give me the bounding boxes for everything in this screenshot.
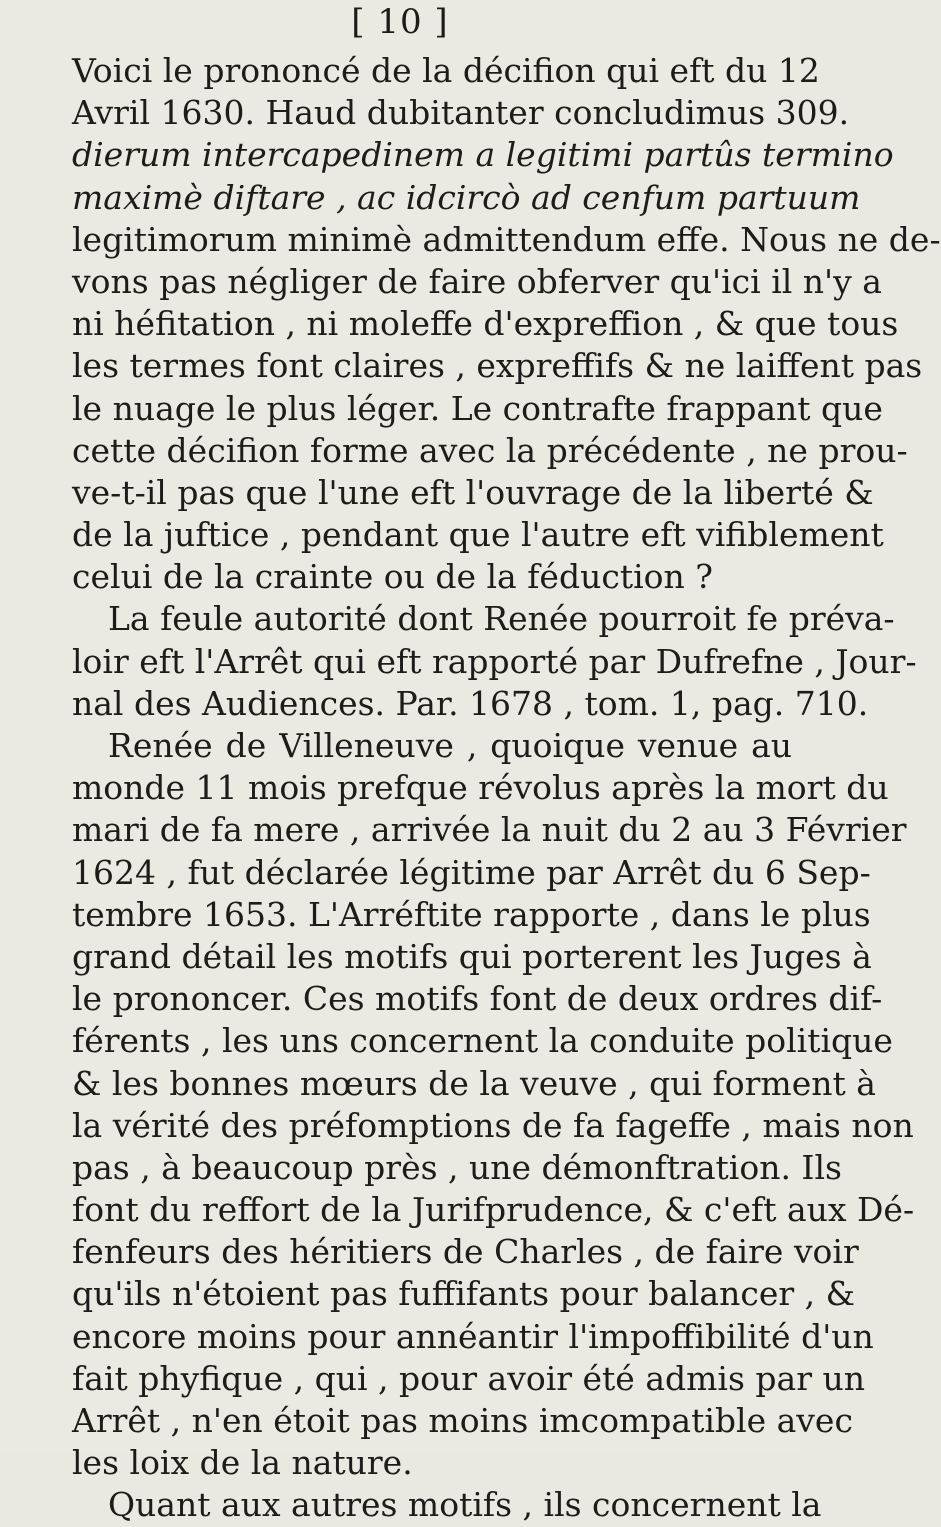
text-line: cette décifion forme avec la précédente , ne prou- (72, 430, 908, 470)
text-line: le nuage le plus léger. Le contrafte frappant que (72, 388, 883, 428)
text-line: font du reffort de la Jurifprudence, & c'eft aux Dé- (72, 1190, 915, 1230)
text-line: Avril 1630. Haud dubitanter concludimus 309. (72, 93, 850, 133)
text-line: La feule autorité dont Renée pourroit fe préva- (108, 599, 895, 639)
text-line: Voici le prononcé de la décifion qui eft du 12 (72, 51, 820, 90)
text-line: mari de fa mere , arrivée la nuit du 2 au 3 Février (72, 810, 907, 850)
text-line: celui de la crainte ou de la féduction ? (72, 557, 713, 597)
text-line: pas , à beaucoup près , une démonftration. Ils (72, 1147, 842, 1187)
text-line: Arrêt , n'en étoit pas moins imcompatible avec (72, 1401, 853, 1440)
text-line: tembre 1653. L'Arréftite rapporte , dans le plus (72, 894, 871, 934)
text-line: fait phyfique , qui , pour avoir été admis par un (72, 1358, 865, 1398)
text-line: ve-t-il pas que l'une eft l'ouvrage de la liberté & (72, 472, 874, 512)
text-line: fenfeurs des héritiers de Charles , de faire voir (72, 1232, 859, 1272)
body-text (72, 50, 941, 1527)
text-line: nal des Audiences. Par. 1678 , tom. 1, pag. 710. (72, 683, 869, 723)
text-line: de la juftice , pendant que l'autre eft vifiblement (72, 515, 884, 555)
text-line: monde 11 mois prefque révolus après la mort du (72, 768, 889, 808)
text-line: maximè diftare , ac idcircò ad cenfum partuum (72, 177, 861, 217)
text-line: Quant aux autres motifs , ils concernent la (108, 1485, 822, 1525)
text-line: dierum intercapedinem a legitimi partûs termino (72, 135, 894, 175)
text-line: les loix de la nature. (72, 1443, 413, 1483)
text-line: Renée de Villeneuve , quoique venue au (108, 726, 792, 765)
text-line: les termes font claires , expreffifs & ne laiffent pas (72, 346, 923, 386)
text-line: & les bonnes mœurs de la veuve , qui forment à (72, 1063, 876, 1103)
text-line: le prononcer. Ces motifs font de deux ordres dif- (72, 979, 883, 1019)
text-line: grand détail les motifs qui porterent les Juges à (72, 936, 872, 976)
text-line: encore moins pour annéantir l'impoffibilité d'un (72, 1316, 874, 1356)
text-line: férents , les uns concernent la conduite politique (72, 1021, 893, 1061)
text-line: qu'ils n'étoient pas fuffifants pour balancer , & (72, 1274, 855, 1314)
text-line: loir eft l'Arrêt qui eft rapporté par Dufrefne , Jour- (72, 641, 917, 681)
text-line: la vérité des préfomptions de fa fageffe , mais non (72, 1105, 914, 1145)
text-line: vons pas négliger de faire obferver qu'ici il n'y a (72, 261, 882, 301)
text-line: 1624 , fut déclarée légitime par Arrêt du 6 Sep- (72, 852, 871, 892)
text-line: legitimorum minimè admittendum effe. Nous ne de- (72, 219, 941, 259)
page-number: [ 10 ] (351, 2, 449, 42)
text-line: ni héfitation , ni moleffe d'expreffion , & que tous (72, 304, 899, 344)
